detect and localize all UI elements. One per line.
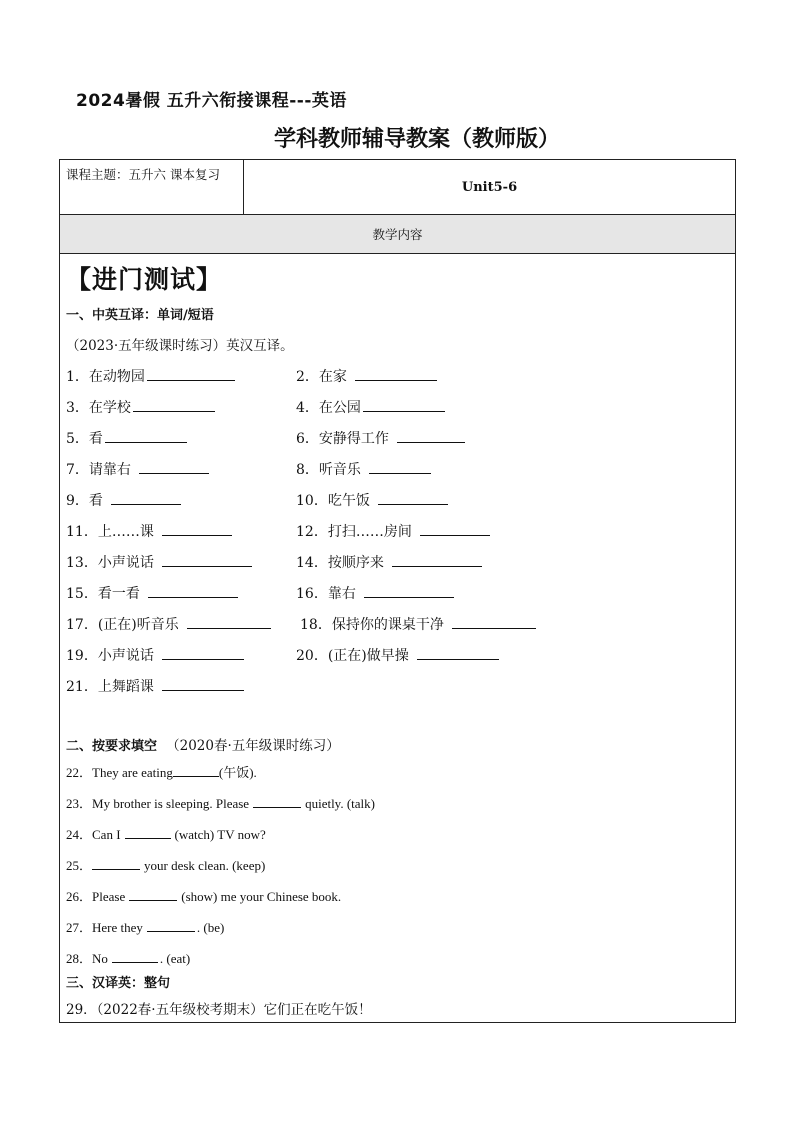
vocab-label: 13．小声说话 — [66, 555, 154, 571]
vocab-label: 16．靠右 — [296, 586, 356, 602]
section2-source: （2020春·五年级课时练习） — [166, 738, 340, 754]
vocab-item — [296, 428, 465, 448]
answer-blank[interactable] — [125, 826, 171, 839]
answer-blank[interactable] — [133, 399, 215, 412]
vocab-item — [296, 459, 431, 479]
vocab-item — [296, 397, 445, 417]
vocab-label: 4．在公园 — [296, 400, 361, 416]
lesson-table — [59, 159, 736, 1023]
vocab-label: 9．看 — [66, 493, 103, 509]
answer-blank[interactable] — [147, 919, 195, 932]
question-text-before: Here they — [92, 920, 143, 935]
answer-blank[interactable] — [378, 492, 448, 505]
vocab-item — [296, 552, 482, 572]
answer-blank[interactable] — [420, 523, 490, 536]
question-text-before: They are eating — [92, 765, 173, 780]
vocab-item — [66, 583, 238, 603]
question-text-after: (show) me your Chinese book. — [181, 889, 342, 904]
answer-blank[interactable] — [111, 492, 181, 505]
answer-blank[interactable] — [392, 554, 482, 567]
question-text-after: your desk clean. (keep) — [144, 858, 266, 873]
question-number: 22． — [66, 765, 93, 780]
section2-heading: 二、按要求填空 — [66, 739, 158, 754]
question-text-before: My brother is sleeping. Please — [92, 796, 250, 811]
section1-heading: 一、中英互译：单词/短语 — [66, 308, 214, 323]
vocab-item — [66, 521, 232, 541]
entry-test-title: 【进门测试】 — [66, 265, 223, 294]
answer-blank[interactable] — [187, 616, 271, 629]
vocab-label: 1．在动物园 — [66, 369, 145, 385]
answer-blank[interactable] — [173, 764, 219, 777]
fill-question — [66, 948, 190, 967]
question-text-before: Please — [92, 889, 126, 904]
vocab-item — [296, 645, 499, 665]
vocab-label: 5．看 — [66, 431, 103, 447]
vocab-item — [66, 645, 244, 665]
question-text-after: . (be) — [196, 920, 225, 935]
answer-blank[interactable] — [162, 647, 244, 660]
vocab-item — [296, 366, 437, 386]
vocab-label: 12．打扫……房间 — [296, 524, 412, 540]
topic-cell: 课程主题：五升六 课本复习 — [60, 160, 244, 214]
question-number: 28． — [66, 951, 93, 966]
vocab-item — [66, 552, 252, 572]
answer-blank[interactable] — [452, 616, 536, 629]
course-line: 2024暑假 五升六衔接课程---英语 — [76, 91, 347, 111]
answer-blank[interactable] — [129, 888, 177, 901]
question-text-after: (午饭). — [218, 765, 257, 780]
vocab-item — [66, 490, 181, 510]
section1-source: （2023·五年级课时练习）英汉互译。 — [66, 338, 294, 354]
vocab-label: 19．小声说话 — [66, 648, 154, 664]
question-number: 24． — [66, 827, 93, 842]
vocab-item — [296, 490, 448, 510]
vocab-label: 18．保持你的课桌干净 — [300, 617, 444, 633]
section2-heading-row — [66, 734, 340, 754]
vocab-label: 20．(正在)做早操 — [296, 648, 409, 664]
vocab-item — [66, 459, 209, 479]
content-area — [60, 254, 735, 1022]
vocab-item — [66, 614, 271, 634]
answer-blank[interactable] — [364, 585, 454, 598]
answer-blank[interactable] — [355, 368, 437, 381]
vocab-item — [296, 583, 454, 603]
answer-blank[interactable] — [369, 461, 431, 474]
answer-blank[interactable] — [162, 523, 232, 536]
answer-blank[interactable] — [253, 795, 301, 808]
vocab-label: 2．在家 — [296, 369, 347, 385]
vocab-item — [66, 676, 244, 696]
fill-question — [66, 824, 266, 843]
vocab-item — [66, 397, 215, 417]
answer-blank[interactable] — [139, 461, 209, 474]
fill-question — [66, 855, 265, 874]
vocab-item — [300, 614, 536, 634]
answer-blank[interactable] — [162, 678, 244, 691]
vocab-item — [66, 366, 235, 386]
fill-question — [66, 917, 224, 936]
question-text-before: No — [92, 951, 108, 966]
question-text-after: quietly. (talk) — [305, 796, 375, 811]
answer-blank[interactable] — [105, 430, 187, 443]
vocab-item — [296, 521, 490, 541]
vocab-item — [66, 428, 187, 448]
answer-blank[interactable] — [162, 554, 252, 567]
content-header: 教学内容 — [60, 215, 735, 254]
answer-blank[interactable] — [417, 647, 499, 660]
question-29: 29．（2022春·五年级校考期末）它们正在吃午饭！ — [66, 1002, 372, 1018]
unit-cell: Unit5-6 — [461, 179, 518, 195]
answer-blank[interactable] — [148, 585, 238, 598]
answer-blank[interactable] — [147, 368, 235, 381]
answer-blank[interactable] — [92, 857, 140, 870]
fill-question — [66, 762, 257, 781]
topic-row — [60, 160, 735, 215]
question-number: 23． — [66, 796, 93, 811]
answer-blank[interactable] — [363, 399, 445, 412]
vocab-label: 7．请靠右 — [66, 462, 131, 478]
page-title: 学科教师辅导教案（教师版） — [273, 126, 560, 152]
fill-question — [66, 793, 375, 812]
question-number: 25． — [66, 858, 93, 873]
vocab-label: 17．(正在)听音乐 — [66, 617, 179, 633]
question-text-after: . (eat) — [159, 951, 191, 966]
section3-heading: 三、汉译英：整句 — [66, 976, 171, 991]
vocab-label: 8．听音乐 — [296, 462, 361, 478]
question-text-before: Can I — [92, 827, 121, 842]
vocab-label: 15．看一看 — [66, 586, 140, 602]
vocab-label: 10．吃午饭 — [296, 493, 370, 509]
question-text-after: (watch) TV now? — [174, 827, 266, 842]
question-number: 26． — [66, 889, 93, 904]
vocab-label: 14．按顺序来 — [296, 555, 384, 571]
answer-blank[interactable] — [112, 950, 158, 963]
vocab-label: 6．安静得工作 — [296, 431, 389, 447]
question-number: 27． — [66, 920, 93, 935]
answer-blank[interactable] — [397, 430, 465, 443]
vocab-label: 21．上舞蹈课 — [66, 679, 154, 695]
fill-question — [66, 886, 341, 905]
vocab-label: 3．在学校 — [66, 400, 131, 416]
vocab-label: 11．上……课 — [66, 524, 154, 540]
